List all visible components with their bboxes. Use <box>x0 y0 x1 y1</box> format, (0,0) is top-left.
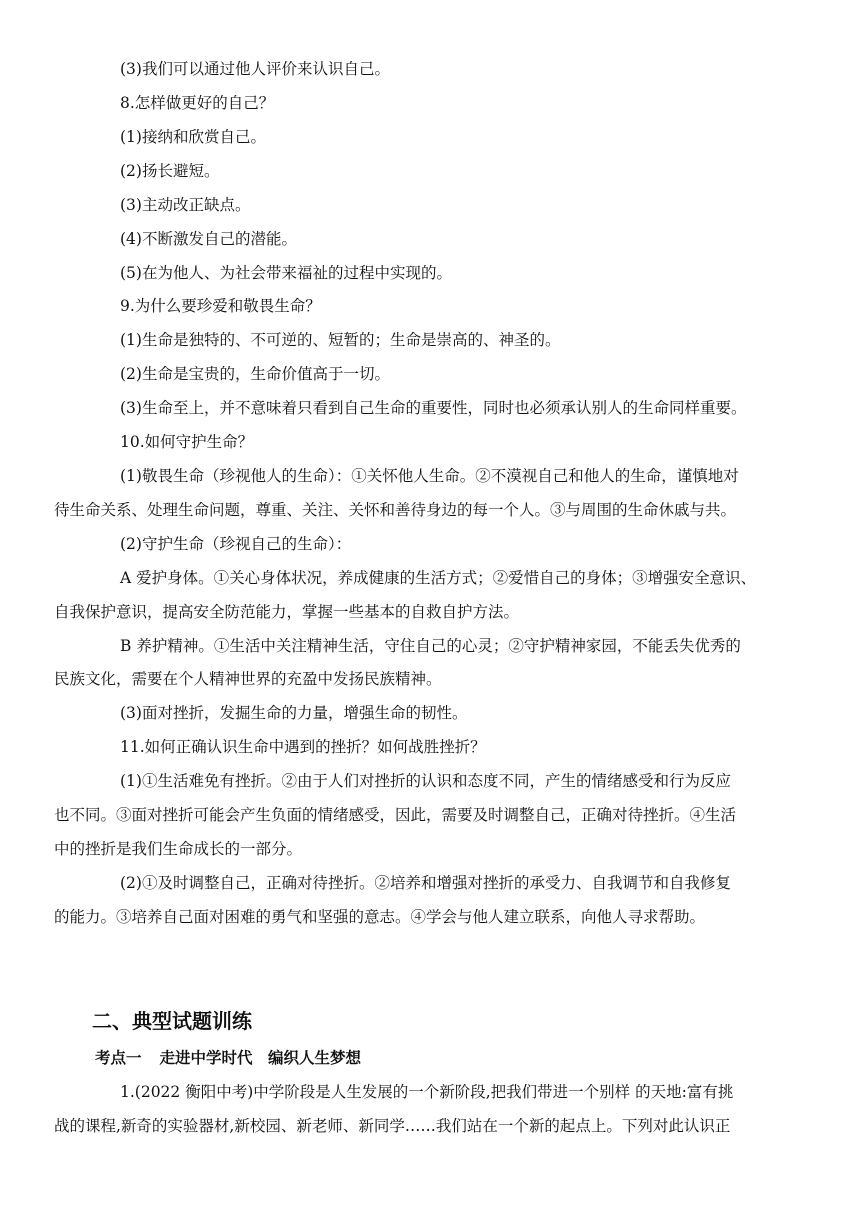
text-line: (4)不断激发自己的潜能。 <box>120 230 297 248</box>
question-heading: 11.如何正确认识生命中遇到的挫折？如何战胜挫折？ <box>120 738 486 756</box>
question-heading: 9.为什么要珍爱和敬畏生命？ <box>120 297 321 315</box>
text-line: (1)①生活难免有挫折。②由于人们对挫折的认识和态度不同，产生的情绪感受和行为反应 <box>120 772 731 790</box>
text-line: 中的挫折是我们生命成长的一部分。 <box>54 840 303 858</box>
text-line: (3)主动改正缺点。 <box>120 196 251 214</box>
text-line: (1)接纳和欣赏自己。 <box>120 128 266 146</box>
kaodian-label: 考点一 <box>95 1049 142 1067</box>
kaodian-heading <box>95 1051 361 1067</box>
text-line: (3)生命至上，并不意味着只看到自己生命的重要性，同时也必须承认别人的生命同样重要。 <box>120 399 747 417</box>
text-line: (1)生命是独特的、不可逆的、短暂的；生命是崇高的、神圣的。 <box>120 331 561 349</box>
text-line: (2)①及时调整自己，正确对待挫折。②培养和增强对挫折的承受力、自我调节和自我修复 <box>120 874 731 892</box>
question-heading: 8.怎样做更好的自己？ <box>120 94 275 112</box>
text-line: (5)在为他人、为社会带来福祉的过程中实现的。 <box>120 264 452 282</box>
text-line: 自我保护意识，提高安全防范能力，掌握一些基本的自救自护方法。 <box>54 603 520 621</box>
text-line: (1)敬畏生命（珍视他人的生命）：①关怀他人生命。②不漠视自己和他人的生命，谨慎地对 <box>120 467 739 485</box>
text-line: (2)守护生命（珍视自己的生命）： <box>120 535 352 553</box>
text-line: A 爱护身体。①关心身体状况，养成健康的生活方式；②爱惜自己的身体；③增强安全意识、 <box>120 569 757 587</box>
question-text: 1.(2022 衡阳中考)中学阶段是人生发展的一个新阶段,把我们带进一个别样 的天地:富有挑 <box>120 1083 734 1101</box>
question-text: 战的课程,新奇的实验器材,新校园、新老师、新同学……我们站在一个新的起点上。下列对此认识正 <box>54 1117 731 1135</box>
text-line: (2)生命是宝贵的，生命价值高于一切。 <box>120 365 390 383</box>
text-line: 也不同。③面对挫折可能会产生负面的情绪感受，因此，需要及时调整自己，正确对待挫折。④生活 <box>54 806 737 824</box>
text-line: 的能力。③培养自己面对困难的勇气和坚强的意志。④学会与他人建立联系，向他人寻求帮助。 <box>54 908 706 926</box>
kaodian-title: 走进中学时代 编织人生梦想 <box>159 1049 362 1067</box>
text-line: 民族文化，需要在个人精神世界的充盈中发扬民族精神。 <box>54 670 442 688</box>
text-line: (2)扬长避短。 <box>120 162 220 180</box>
text-line: B 养护精神。①生活中关注精神生活，守住自己的心灵；②守护精神家园，不能丢失优秀的 <box>120 637 741 655</box>
text-line: (3)我们可以通过他人评价来认识自己。 <box>120 60 390 78</box>
question-heading: 10.如何守护生命？ <box>120 433 254 451</box>
section-title: 二、典型试题训练 <box>92 1009 252 1033</box>
text-line: (3)面对挫折，发掘生命的力量，增强生命的韧性。 <box>120 704 468 722</box>
text-line: 待生命关系、处理生命问题，尊重、关注、关怀和善待身边的每一个人。③与周围的生命休戚与共。 <box>54 501 737 519</box>
